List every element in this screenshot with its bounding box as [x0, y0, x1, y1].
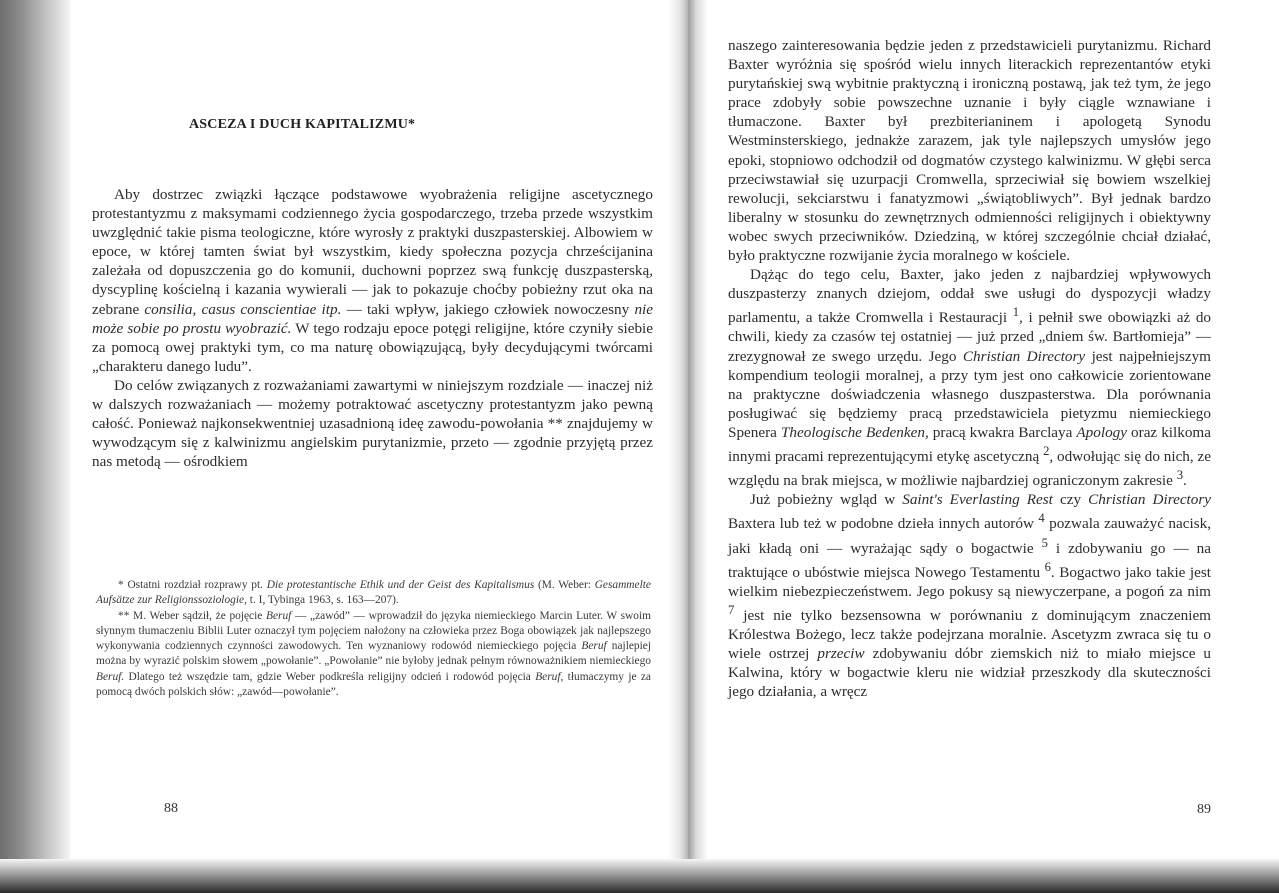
italic-run: Saint's Everlasting Rest — [902, 491, 1053, 509]
footnote-ref: 3 — [1176, 468, 1184, 483]
italic-run: consilia, casus conscientiae itp. — [144, 300, 342, 318]
text-run: tłumaczymy je za pomocą dwóch polskich słów: „zawód—powołanie”. — [96, 670, 651, 699]
right-paragraph-3 — [728, 490, 1211, 701]
text-run: Dążąc do tego celu, Baxter, jako jeden z najbardziej wpływowych duszpasterzy znanych dziejom, oddał swe usługi do dyspozycji władzy parlamentu, a także Cromwella i Restauracji — [728, 266, 1211, 327]
left-page-body — [92, 185, 653, 471]
italic-run: Beruf — [266, 609, 292, 622]
left-paragraph-2: Do celów związanych z rozważaniami zawartymi w niniejszym rozdziale — inaczej niż w dalszych rozważaniach — możemy potraktować ascetyczny protestantyzm jako pewną całość. Ponieważ najkonsekwentniej uzasadnioną ideę zawodu-powołania ** znajdujemy w wywodzącym się z kalwinizmu angielskim purytanizmie, przeto — zgodnie przyjętą przez nas metodą — ośrodkiem — [92, 376, 653, 471]
text-run: t. I, Tybinga 1963, s. 163—207). — [246, 594, 399, 607]
text-run: — taki wpływ, jakiego człowiek nowoczesny — [341, 300, 635, 318]
italic-run: Christian Directory — [962, 347, 1086, 365]
text-run: Dlatego też wszędzie tam, gdzie Weber podkreśla religijny odcień i rodowód pojęcia — [124, 670, 536, 683]
text-run: Baxtera lub też w podobne dzieła innych autorów — [728, 515, 1039, 533]
text-run: najlepiej można by wyrazić polskim słowem „powołanie”. „Powołanie” nie byłoby jednak pełnym równoważnikiem niemieckiego — [96, 640, 651, 668]
text-run: , i pełnił swe obowiązki aż do chwili, kiedy za czasów tej ostatniej — już przed „dniem św. Bartłomieja” — zrezygnował ze swego urzędu. Jego — [728, 309, 1212, 365]
footnote-ref: 4 — [1038, 511, 1045, 526]
page-number-left: 88 — [164, 801, 178, 816]
footnotes — [96, 578, 651, 700]
left-paragraph-1 — [92, 185, 653, 376]
text-run: jest nie tylko bezsensowna w porównaniu z dominującym znaczeniem Królestwa Bożego, lecz także podejrzana moralnie. Ascetyzm zwraca się tu o wiele ostrzej — [728, 607, 1211, 663]
italic-run: Beruf. — [96, 670, 125, 683]
text-run: * Ostatni rozdział rozprawy pt. — [118, 579, 267, 591]
italic-run: Beruf — [581, 640, 607, 653]
right-paragraph-1: naszego zainteresowania będzie jeden z przedstawicieli purytanizmu. Richard Baxter wyróżnia się spośród wielu innych literackich reprezentantów etyki purytańskiej swą wybitnie praktyczną i ironiczną postawą, jak też tym, że jego prace zdobyły sobie powszechne uznanie i były ciągle wznawiane i tłumaczone. Baxter był prezbiterianinem i apologetą Synodu Westminsterskiego, jednakże zarazem, jak tyle najlepszych umysłów jego epoki, stopniowo odchodził od dogmatów czystego kalwinizmu. W głębi serca przeciwstawiał się uzurpacji Cromwella, sprzeciwiał się bowiem wszelkiej rewolucji, sekciarstwu i fanatyzmowi „świątobliwych”. Był jednak bardzo liberalny w stosunku do zewnętrznych odmienności religijnych i obiektywny wobec swych przeciwników. Dziedziną, w której szczególnie chciał działać, było praktyczne rozwijanie życia moralnego w kościele. — [728, 37, 1211, 265]
text-run: i zdobywaniu go — na traktujące o ubóstwie miejsca Nowego Testamentu — [728, 539, 1211, 581]
italic-run: Die protestantische Ethik und der Geist des Kapitalismus — [266, 579, 535, 591]
right-paragraph-2 — [728, 265, 1211, 490]
italic-run: Christian Directory — [1088, 491, 1212, 509]
text-run: zdobywaniu dóbr ziemskich niż to miało miejsce u Kalwina, który w bogactwie kleru nie widział przeszkody dla skuteczności jego działania, a wręcz — [728, 645, 1212, 701]
book-gutter — [668, 0, 708, 893]
italic-run: Gesammelte Aufsätze zur Religionssoziologie, — [96, 579, 651, 607]
footnote-ref: 7 — [728, 603, 735, 617]
text-run: , odwołując się do nich, ze względu na brak miejsca, w możliwie najbardziej ograniczonym zakresie — [728, 448, 1211, 490]
text-run: pracą kwakra Barclaya — [928, 423, 1077, 441]
page-number-right: 89 — [1197, 802, 1211, 817]
footnote-ref: 5 — [1041, 535, 1048, 550]
footnote-2 — [96, 609, 651, 701]
chapter-title: ASCEZA I DUCH KAPITALIZMU* — [189, 117, 416, 132]
italic-run: przeciw — [817, 645, 865, 663]
text-run: . — [1183, 472, 1187, 490]
footnote-1 — [96, 578, 651, 609]
text-run: . Bogactwo jako takie jest wielkim niebezpieczeństwem. Jego pokusy są niewyczerpane, a pogoń za nim — [728, 563, 1211, 600]
footnote-ref: 2 — [1043, 444, 1050, 459]
footnote-ref: 1 — [1012, 305, 1020, 320]
italic-run: Apology — [1076, 423, 1128, 441]
italic-run: Theologische Bedenken, — [780, 423, 929, 441]
text-run: — „zawód” — wprowadził do języka niemieckiego Marcin Luter. W swoim słynnym tłumaczeniu Biblii Luter oznaczył tym pojęciem nałożony na człowieka przez Boga obowiązek jak najlepszego wykonywania codziennych czynności zawodowych. Ten wyznaniowy rodowód niemieckiego pojęcia — [96, 609, 651, 653]
text-run: ** M. Weber sądził, że pojęcie — [118, 609, 267, 622]
text-run: czy — [1052, 491, 1089, 509]
right-page-body — [728, 36, 1211, 702]
footnote-ref: 6 — [1044, 559, 1051, 574]
text-run: W tego rodzaju epoce potęgi religijne, które czyniły siebie za pomocą owej praktyki tym, co ma naturę obowiązującą, były decydującymi twórcami „charakteru danego ludu”. — [92, 319, 653, 375]
text-run: Aby dostrzec związki łączące podstawowe wyobrażenia religijne ascetycznego protestantyzmu z maksymami codziennego życia gospodarczego, trzeba przede wszystkim uwzględnić takie pisma teologiczne, które wyrosły z praktyki duszpasterskiej. Albowiem w epoce, w której tamten świat był wszystkim, kiedy społeczna pozycja chrześcijanina zależała od dopuszczenia go do komunii, duchowni poprzez swą funkcję duszpasterską, dyscyplinę kościelną i kazania wywierali — jak to pokazuje choćby pobieżny rzut oka na zebrane — [92, 186, 653, 318]
text-run: pozwala zauważyć nacisk, jaki kładą oni — wyrażając sądy o bogactwie — [728, 515, 1211, 557]
text-run: oraz kilkoma innymi pracami reprezentującymi etykę ascetyczną — [728, 423, 1211, 466]
italic-run: nie może sobie po prostu wyobrazić. — [92, 300, 653, 337]
text-run: (M. Weber: — [534, 579, 595, 591]
scan-shadow-bottom — [0, 859, 1279, 893]
text-run: jest najpełniejszym kompendium teologii moralnej, a przy tym jest ono całkowicie zorientowane na praktyczne doświadczenia własnego duszpasterstwa. Dla porównania posługiwać się będziemy pracą przedstawiciela pietyzmu niemieckiego Spenera — [728, 347, 1211, 441]
scan-shadow-left — [0, 0, 70, 893]
text-run: Już pobieżny wgląd w — [750, 491, 903, 509]
italic-run: Beruf, — [535, 670, 564, 683]
